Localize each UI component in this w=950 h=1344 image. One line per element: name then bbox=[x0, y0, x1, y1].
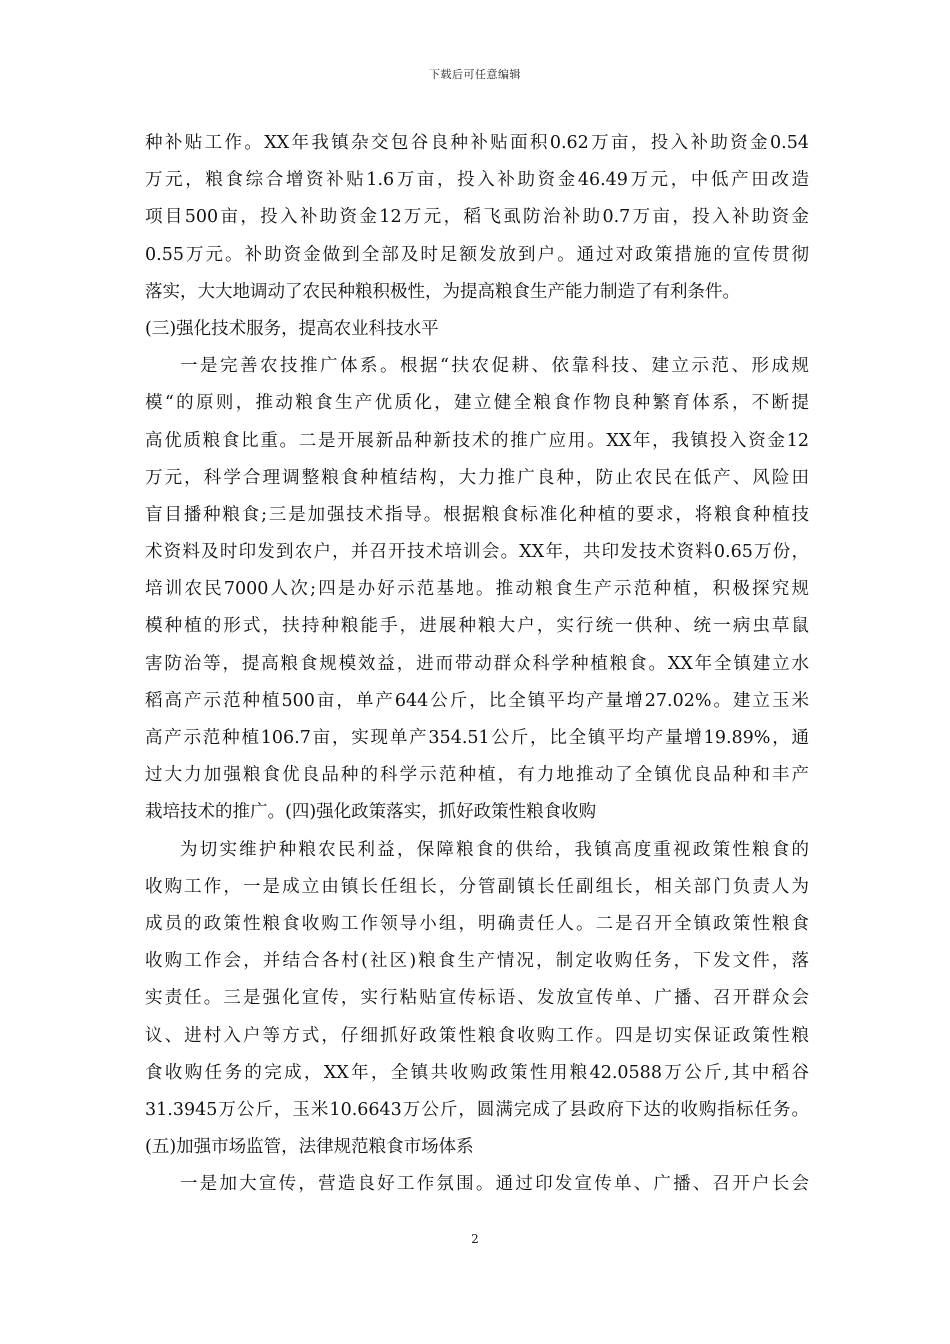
page-number: 2 bbox=[471, 1232, 479, 1246]
text-line: 术资料及时印发到农户，并召开技术培训会。XX年，共印发技术资料0.65万份， bbox=[145, 542, 809, 563]
text-line: 议、进村入户等方式，仔细抓好政策性粮食收购工作。四是切实保证政策性粮 bbox=[145, 1025, 809, 1046]
text-line: 栽培技术的推广。(四)强化政策落实，抓好政策性粮食收购 bbox=[145, 802, 597, 823]
text-line: 万元，粮食综合增资补贴1.6万亩，投入补助资金46.49万元，中低产田改造 bbox=[145, 170, 809, 191]
text-line: 害防治等，提高粮食规模效益，进而带动群众科学种植粮食。XX年全镇建立水 bbox=[145, 653, 809, 674]
text-line: 过大力加强粮食优良品种的科学示范种植，有力地推动了全镇优良品种和丰产 bbox=[145, 765, 809, 786]
text-line: 盲目播种粮食;三是加强技术指导。根据粮食标准化种植的要求，将粮食种植技 bbox=[145, 504, 809, 525]
text-line: 高优质粮食比重。二是开展新品种新技术的推广应用。XX年，我镇投入资金12 bbox=[145, 430, 809, 451]
text-line: 一是加大宣传，营造良好工作氛围。通过印发宣传单、广播、召开户长会 bbox=[180, 1174, 809, 1195]
page-header: 下载后可任意编辑 bbox=[429, 68, 521, 81]
text-line: 模“的原则，推动粮食生产优质化，建立健全粮食作物良种繁育体系，不断提 bbox=[145, 393, 809, 414]
text-line: 种补贴工作。XX年我镇杂交包谷良种补贴面积0.62万亩，投入补助资金0.54 bbox=[145, 133, 809, 153]
text-line: 落实，大大地调动了农民种粮积极性，为提高粮食生产能力制造了有利条件。 bbox=[145, 281, 740, 302]
text-line: 一是完善农技推广体系。根据“扶农促耕、依靠科技、建立示范、形成规 bbox=[180, 356, 809, 377]
text-line: 收购工作会，并结合各村(社区)粮食生产情况，制定收购任务，下发文件，落 bbox=[145, 951, 809, 972]
section-heading-3: (三)强化技术服务，提高农业科技水平 bbox=[145, 318, 439, 339]
text-line: 成员的政策性粮食收购工作领导小组，明确责任人。二是召开全镇政策性粮食 bbox=[145, 913, 809, 934]
text-line: 食收购任务的完成，XX年，全镇共收购政策性用粮42.0588万公斤,其中稻谷 bbox=[145, 1062, 809, 1083]
text-line: 项目500亩，投入补助资金12万元，稻飞虱防治补助0.7万亩，投入补助资金 bbox=[145, 207, 809, 228]
text-line: 收购工作，一是成立由镇长任组长，分管副镇长任副组长，相关部门负责人为 bbox=[145, 876, 809, 897]
text-line: 培训农民7000人次;四是办好示范基地。推动粮食生产示范种植，积极探究规 bbox=[145, 579, 809, 600]
text-line: 0.55万元。补助资金做到全部及时足额发放到户。通过对政策措施的宣传贯彻 bbox=[145, 244, 809, 265]
text-line: 实责任。三是强化宣传，实行粘贴宣传标语、发放宣传单、广播、召开群众会 bbox=[145, 988, 809, 1009]
text-line: 稻高产示范种植500亩，单产644公斤，比全镇平均产量增27.02%。建立玉米 bbox=[145, 690, 809, 711]
text-line: 万元，科学合理调整粮食种植结构，大力推广良种，防止农民在低产、风险田 bbox=[145, 467, 809, 488]
text-line: 为切实维护种粮农民利益，保障粮食的供给，我镇高度重视政策性粮食的 bbox=[180, 839, 809, 860]
body-text bbox=[145, 125, 809, 1203]
section-heading-5: (五)加强市场监管，法律规范粮食市场体系 bbox=[145, 1137, 474, 1158]
text-line: 模种植的形式，扶持种粮能手，进展种粮大户，实行统一供种、统一病虫草鼠 bbox=[145, 616, 809, 637]
text-line: 高产示范种植106.7亩，实现单产354.51公斤，比全镇平均产量增19.89%，通 bbox=[145, 728, 809, 748]
text-line: 31.3945万公斤，玉米10.6643万公斤，圆满完成了县政府下达的收购指标任务。 bbox=[145, 1099, 809, 1120]
